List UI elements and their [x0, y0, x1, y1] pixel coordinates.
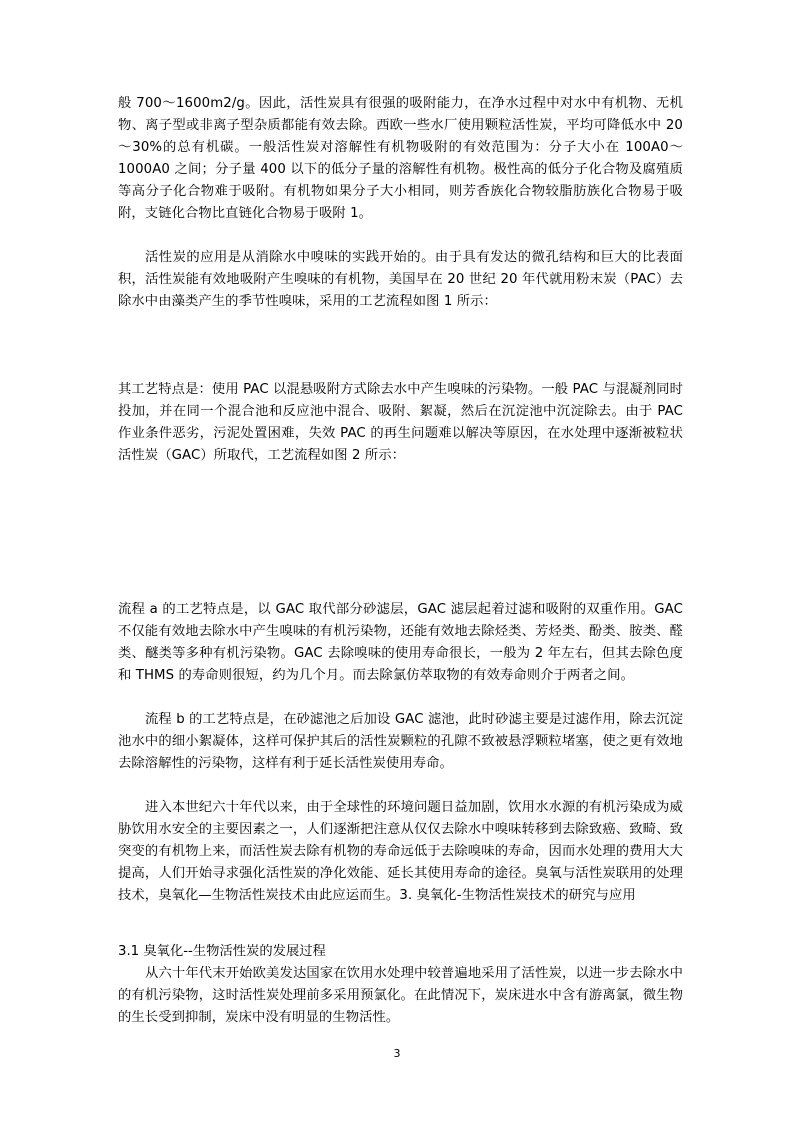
paragraph-odor-removal-history: 活性炭的应用是从消除水中嗅味的实践开始的。由于具有发达的微孔结构和巨大的比表面积，活性炭能有效地吸附产生嗅味的有机物，美国早在 20 世纪 20 年代就用粉末炭（PAC）去除水中由藻类产生的季节性嗅味，采用的工艺流程如图 1 所示： [118, 250, 683, 309]
page-number: 3 [393, 1047, 401, 1060]
paragraph-adsorption-capacity: 般 700～1600m2/g。因此，活性炭具有很强的吸附能力，在净水过程中对水中有机物、无机物、离子型或非离子型杂质都能有效去除。西欧一些水厂使用颗粒活性炭，平均可降低水中 20～30%的总有机碳。一般活性炭对溶解性有机物吸附的有效范围为：分子大小在 100A0～1000A0 之间；分子量 400 以下的低分子量的溶解性有机物。极性高的低分子化合物及腐殖质等高分子化合物难于吸附。有机物如果分子大小相同，则芳香族化合物较脂肪族化合物易于吸附，支链化合物比直链化合物易于吸附 1。 [118, 96, 683, 221]
paragraph-ozone-bac-origin: 进入本世纪六十年代以来，由于全球性的环境问题日益加剧，饮用水水源的有机污染成为威胁饮用水安全的主要因素之一，人们逐渐把注意从仅仅去除水中嗅味转移到去除致癌、致畸、致突变的有机物上来，而活性炭去除有机物的寿命远低于去除嗅味的寿命，因而水处理的费用大大提高，人们开始寻求强化活性炭的净化效能、延长其使用寿命的途径。臭氧与活性炭联用的处理技术，臭氧化—生物活性炭技术由此应运而生。3. 臭氧化-生物活性炭技术的研究与应用 [118, 800, 683, 903]
paragraph-pac-process: 其工艺特点是：使用 PAC 以混悬吸附方式除去水中产生嗅味的污染物。一般 PAC 与混凝剂同时投加，并在同一个混合池和反应池中混合、吸附、絮凝，然后在沉淀池中沉淀除去。由于 PAC 作业条件恶劣，污泥处置困难，失效 PAC 的再生问题难以解决等原因，在水处理中逐渐被粒状活性炭（GAC）所取代，工艺流程如图 2 所示： [118, 382, 683, 463]
section-heading: 3.1 臭氧化--生物活性炭的发展过程 [118, 944, 326, 959]
paragraph-development-history: 从六十年代末开始欧美发达国家在饮用水处理中较普遍地采用了活性炭，以进一步去除水中的有机污染物，这时活性炭处理前多采用预氯化。在此情况下，炭床进水中含有游离氯，微生物的生长受到抑制，炭床中没有明显的生物活性。 [118, 966, 683, 1025]
paragraph-process-b: 流程 b 的工艺特点是，在砂滤池之后加设 GAC 滤池，此时砂滤主要是过滤作用，除去沉淀池水中的细小絮凝体，这样可保护其后的活性炭颗粒的孔隙不致被悬浮颗粒堵塞，使之更有效地去除溶解性的污染物，这样有利于延长活性炭使用寿命。 [118, 712, 683, 771]
paragraph-process-a: 流程 a 的工艺特点是，以 GAC 取代部分砂滤层，GAC 滤层起着过滤和吸附的双重作用。GAC 不仅能有效地去除水中产生嗅味的有机污染物，还能有效地去除烃类、芳烃类、酚类、胺类、醛类、醚类等多种有机污染物。GAC 去除嗅味的使用寿命很长，一般为 2 年左右，但其去除色度和 THMS 的寿命则很短，约为几个月。而去除氯仿萃取物的有效寿命则介于两者之间。 [118, 602, 683, 683]
